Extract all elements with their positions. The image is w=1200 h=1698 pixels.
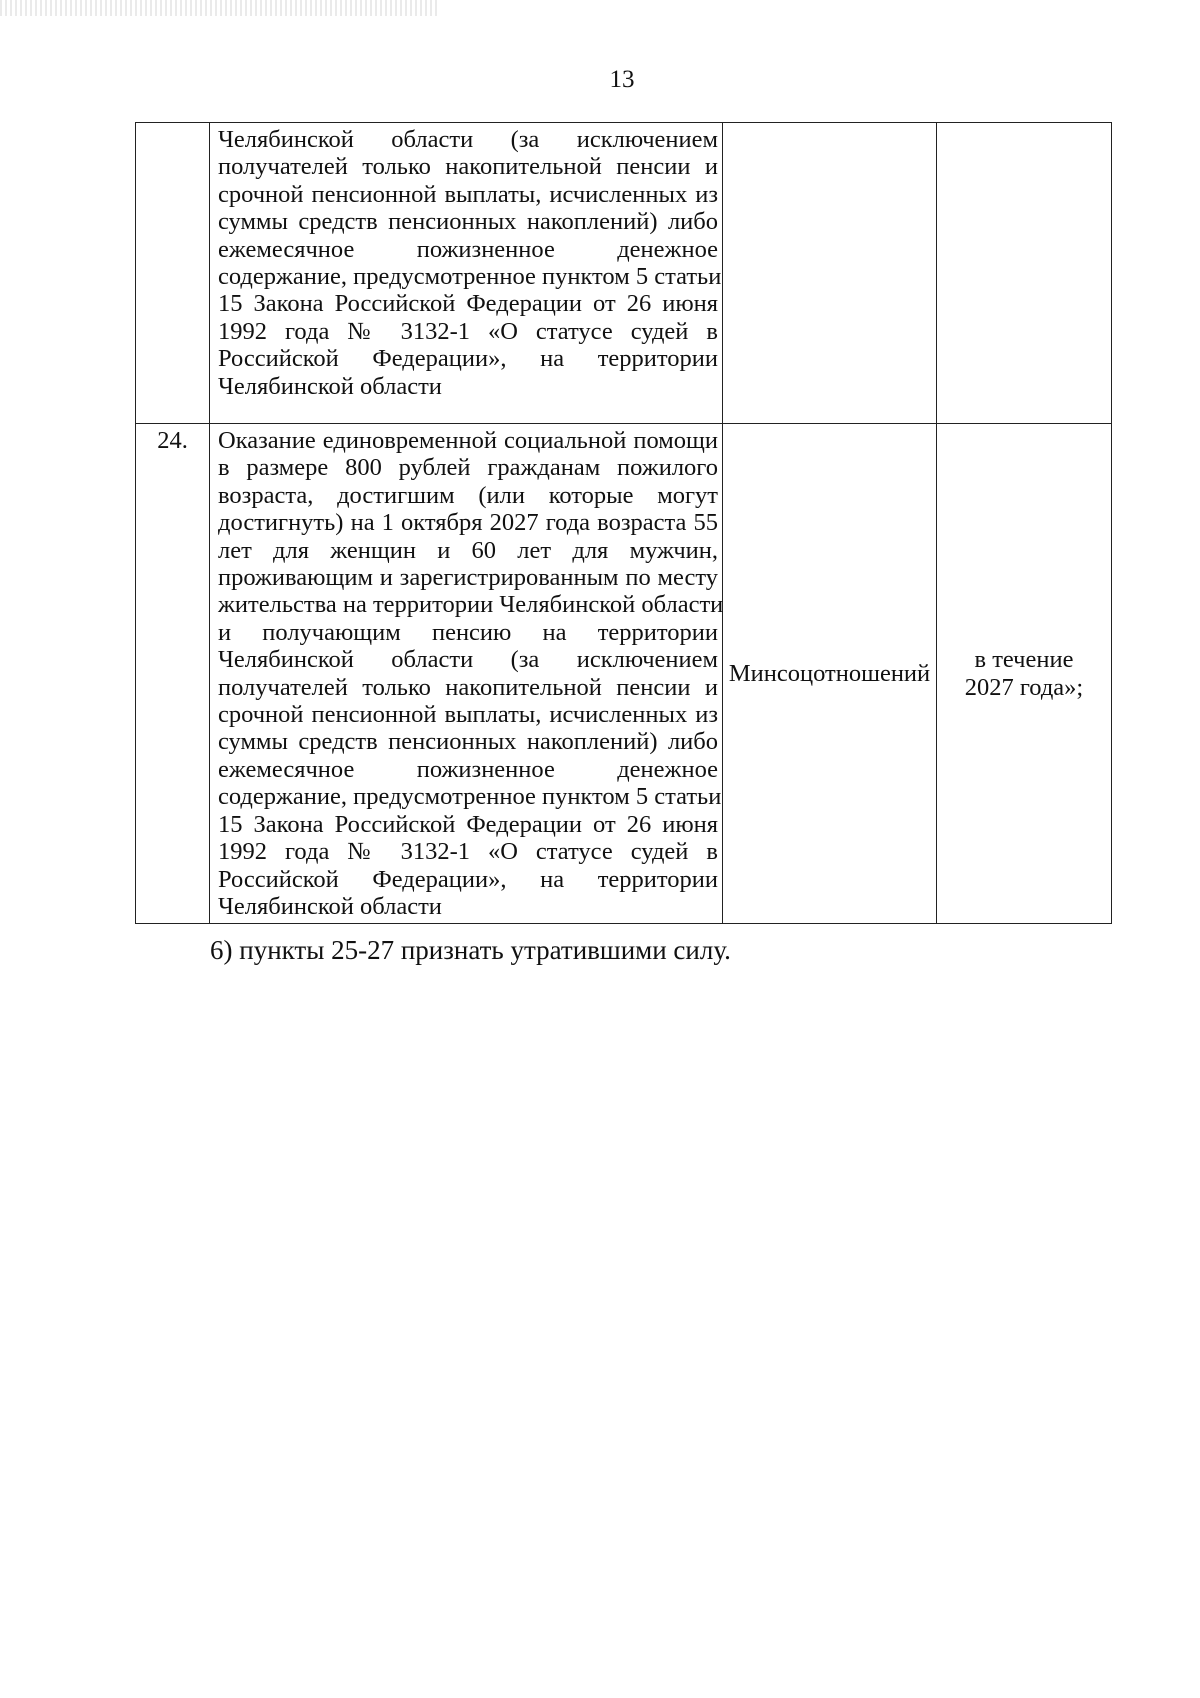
row-description: [210, 123, 723, 424]
description-line: срочной пенсионной выплаты, исчисленных из: [218, 180, 718, 208]
term-line: 2027 года»;: [964, 673, 1084, 701]
description-line: содержание, предусмотренное пунктом 5 статьи: [218, 783, 722, 811]
row-organization: [723, 123, 937, 424]
closing-clause: 6) пункты 25-27 признать утратившими силу.: [210, 935, 731, 965]
description-line: содержание, предусмотренное пунктом 5 статьи: [218, 263, 722, 291]
description-line: Российской Федерации», на территории: [218, 865, 718, 893]
term-line: в течение: [974, 646, 1074, 674]
row-organization: Минсоцотношений: [723, 424, 937, 924]
description-line: суммы средств пенсионных накоплений) либо: [218, 728, 718, 756]
description-line: жительства на территории Челябинской области: [218, 591, 724, 619]
description-line: получателей только накопительной пенсии и: [218, 153, 718, 181]
description-line: Российской Федерации», на территории: [218, 345, 718, 373]
description-line: достигнуть) на 1 октября 2027 года возраста 55: [218, 509, 718, 537]
description-line: получателей только накопительной пенсии и: [218, 673, 718, 701]
description-line: Челябинской области (за исключением: [218, 646, 718, 674]
description-line: в размере 800 рублей гражданам пожилого: [218, 454, 718, 482]
description-line: Челябинской области: [218, 372, 442, 400]
row-number: [136, 123, 210, 424]
description-line: и получающим пенсию на территории: [218, 618, 718, 646]
row-number: 24.: [136, 424, 210, 924]
description-line: Челябинской области: [218, 892, 442, 920]
description-line: срочной пенсионной выплаты, исчисленных из: [218, 701, 718, 729]
description-line: ежемесячное пожизненное денежное: [218, 235, 718, 263]
scan-edge-artifact: [0, 0, 440, 16]
description-line: 15 Закона Российской Федерации от 26 июня: [218, 290, 718, 318]
table-row: [136, 424, 1112, 924]
table-row: [136, 123, 1112, 424]
description-line: лет для женщин и 60 лет для мужчин,: [218, 536, 718, 564]
row-term: [937, 123, 1112, 424]
description-line: возраста, достигшим (или которые могут: [218, 481, 718, 509]
description-line: Оказание единовременной социальной помощи: [218, 427, 718, 454]
measures-table: [135, 122, 1112, 924]
description-line: 1992 года № 3132-1 «О статусе судей в: [218, 838, 718, 866]
description-line: проживающим и зарегистрированным по месту: [218, 564, 718, 592]
description-line: суммы средств пенсионных накоплений) либо: [218, 208, 718, 236]
description-line: Челябинской области (за исключением: [218, 126, 718, 153]
row-term: [937, 424, 1112, 924]
page-number: 13: [609, 66, 635, 93]
description-line: 1992 года № 3132-1 «О статусе судей в: [218, 317, 718, 345]
row-description: [210, 424, 723, 924]
description-line: 15 Закона Российской Федерации от 26 июня: [218, 810, 718, 838]
description-line: ежемесячное пожизненное денежное: [218, 755, 718, 783]
